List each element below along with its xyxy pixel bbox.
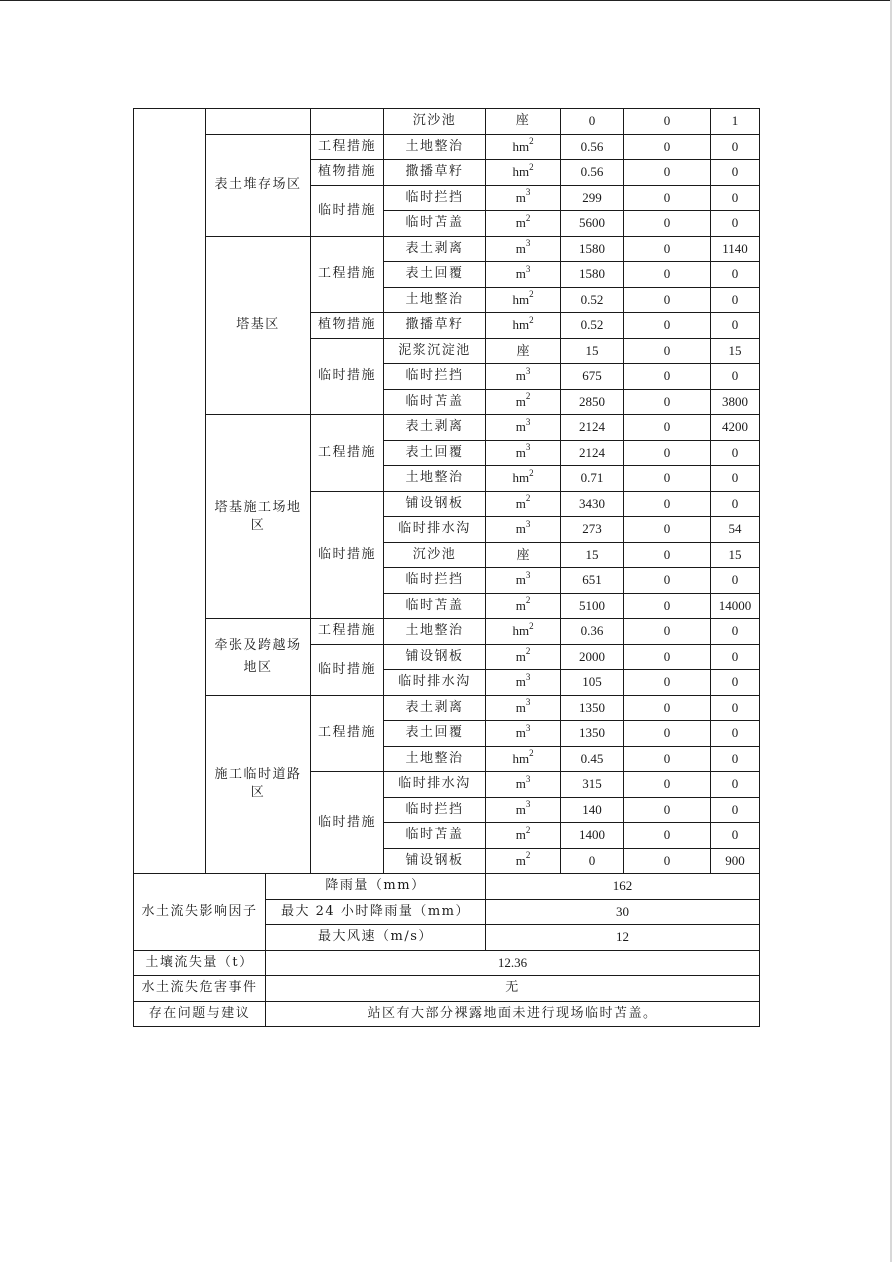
value-cell: 0 [711, 440, 760, 466]
unit-cell [486, 644, 561, 670]
unit-text: m [515, 572, 526, 588]
measure-cell: 临时苫盖 [384, 593, 486, 619]
value-cell: 299 [561, 185, 624, 211]
unit-exponent: 2 [529, 289, 534, 300]
unit-cell [486, 619, 561, 645]
value-cell: 2124 [561, 440, 624, 466]
value-cell: 3430 [561, 491, 624, 517]
value-cell: 0 [624, 568, 711, 594]
unit-exponent: 2 [525, 391, 531, 402]
value-cell: 54 [711, 517, 760, 543]
measure-cell: 铺设钢板 [384, 848, 486, 874]
value-cell: 15 [561, 338, 624, 364]
unit-text: m [515, 648, 526, 664]
value-cell: 0.71 [561, 466, 624, 492]
unit-cell [486, 491, 561, 517]
value-cell: 900 [711, 848, 760, 874]
measure-cell: 临时苫盖 [384, 389, 486, 415]
measure-cell: 土地整治 [384, 746, 486, 772]
measure-cell: 表土回覆 [384, 262, 486, 288]
value-cell: 2124 [561, 415, 624, 441]
value-cell: 0 [624, 440, 711, 466]
unit-cell [486, 695, 561, 721]
unit-cell [486, 364, 561, 390]
unit-text: m [515, 419, 526, 435]
unit-text: m [515, 597, 526, 613]
unit-cell [486, 211, 561, 237]
unit-text: m [515, 240, 526, 256]
value-cell: 0 [624, 466, 711, 492]
value-cell: 0 [624, 772, 711, 798]
measure-cell: 泥浆沉淀池 [384, 338, 486, 364]
measure-cell: 土地整治 [384, 134, 486, 160]
unit-exponent: 2 [529, 748, 534, 759]
unit-text: hm [512, 164, 530, 180]
value-cell: 1350 [561, 695, 624, 721]
unit-exponent: 3 [525, 187, 531, 198]
value-cell: 0.45 [561, 746, 624, 772]
value-cell: 0.56 [561, 134, 624, 160]
unit-cell [486, 262, 561, 288]
unit-exponent: 2 [525, 646, 531, 657]
area-name-cell: 施工临时道路区 [206, 695, 311, 874]
value-cell: 0 [624, 415, 711, 441]
value-cell: 0.36 [561, 619, 624, 645]
value-cell: 0 [624, 517, 711, 543]
value-cell: 4200 [711, 415, 760, 441]
measure-type-cell: 植物措施 [311, 160, 384, 186]
unit-cell [486, 415, 561, 441]
issues-row [134, 1001, 760, 1027]
unit-text: m [515, 699, 526, 715]
factor-row [134, 874, 760, 900]
type-cell-continued [311, 109, 384, 135]
measure-type-cell: 临时措施 [311, 338, 384, 415]
value-cell: 0 [711, 568, 760, 594]
value-cell: 0 [624, 593, 711, 619]
area-name-cell: 塔基区 [206, 236, 311, 415]
value-cell: 0 [624, 491, 711, 517]
unit-text: m [515, 725, 526, 741]
value-cell: 14000 [711, 593, 760, 619]
measure-type-cell: 工程措施 [311, 415, 384, 492]
value-cell: 0 [711, 823, 760, 849]
value-cell: 0 [624, 262, 711, 288]
measure-cell: 临时拦挡 [384, 364, 486, 390]
unit-text: 座 [516, 546, 530, 562]
unit-cell [486, 313, 561, 339]
value-cell: 0.52 [561, 313, 624, 339]
unit-cell [486, 721, 561, 747]
measure-cell: 土地整治 [384, 619, 486, 645]
unit-text: m [515, 521, 526, 537]
value-cell: 0 [624, 670, 711, 696]
value-cell: 3800 [711, 389, 760, 415]
value-cell: 0.56 [561, 160, 624, 186]
unit-exponent: 2 [529, 161, 534, 172]
unit-text: hm [512, 750, 530, 766]
unit-text: hm [512, 623, 530, 639]
unit-text: m [515, 266, 526, 282]
unit-exponent: 2 [525, 850, 531, 861]
unit-cell [486, 466, 561, 492]
measure-type-cell: 工程措施 [311, 695, 384, 772]
value-cell: 1 [711, 109, 760, 135]
unit-exponent: 3 [525, 365, 531, 376]
value-cell: 651 [561, 568, 624, 594]
measure-cell: 表土回覆 [384, 721, 486, 747]
value-cell: 0 [711, 364, 760, 390]
measure-cell: 沉沙池 [384, 542, 486, 568]
unit-exponent: 2 [525, 824, 531, 835]
unit-cell [486, 287, 561, 313]
measure-cell: 临时拦挡 [384, 185, 486, 211]
unit-exponent: 3 [525, 263, 531, 274]
value-cell: 0 [624, 644, 711, 670]
value-cell: 0 [624, 542, 711, 568]
measure-cell: 土地整治 [384, 466, 486, 492]
value-cell: 105 [561, 670, 624, 696]
measure-cell: 临时苫盖 [384, 823, 486, 849]
unit-exponent: 2 [525, 493, 531, 504]
hazard-value-cell: 无 [266, 976, 760, 1002]
table-row [134, 619, 760, 645]
measure-cell: 沉沙池 [384, 109, 486, 135]
value-cell: 0 [624, 364, 711, 390]
unit-cell: 座 [486, 109, 561, 135]
value-cell: 675 [561, 364, 624, 390]
soil-conservation-table [133, 108, 760, 1027]
unit-cell [486, 823, 561, 849]
unit-cell [486, 772, 561, 798]
unit-exponent: 3 [525, 518, 531, 529]
value-cell: 0 [711, 670, 760, 696]
unit-cell [486, 185, 561, 211]
unit-text: m [515, 674, 526, 690]
value-cell: 140 [561, 797, 624, 823]
value-cell: 0 [624, 236, 711, 262]
measure-type-cell: 植物措施 [311, 313, 384, 339]
value-cell: 2000 [561, 644, 624, 670]
unit-exponent: 3 [525, 238, 531, 249]
unit-cell [486, 389, 561, 415]
measure-cell: 临时拦挡 [384, 568, 486, 594]
table-body [134, 109, 760, 1027]
measure-cell: 临时排水沟 [384, 772, 486, 798]
area-cell-continued [206, 109, 311, 135]
unit-text: m [515, 189, 526, 205]
unit-exponent: 3 [525, 442, 531, 453]
hazard-label-cell: 水土流失危害事件 [134, 976, 266, 1002]
unit-text: hm [512, 470, 530, 486]
soil-loss-value-cell: 12.36 [266, 950, 760, 976]
value-cell: 1580 [561, 262, 624, 288]
unit-exponent: 2 [529, 467, 534, 478]
value-cell: 0 [711, 262, 760, 288]
value-cell: 1400 [561, 823, 624, 849]
factor-name-cell: 最大风速（m/s） [266, 925, 486, 951]
unit-cell [486, 848, 561, 874]
measure-cell: 临时苫盖 [384, 211, 486, 237]
unit-exponent: 2 [529, 136, 534, 147]
measure-cell: 表土剥离 [384, 236, 486, 262]
measure-type-cell: 临时措施 [311, 185, 384, 236]
outer-merged-cell [134, 109, 206, 874]
table-row [134, 134, 760, 160]
hazard-row [134, 976, 760, 1002]
unit-cell [486, 746, 561, 772]
unit-text: m [515, 776, 526, 792]
value-cell: 0 [711, 491, 760, 517]
unit-exponent: 3 [525, 799, 531, 810]
value-cell: 0 [711, 746, 760, 772]
value-cell: 1140 [711, 236, 760, 262]
measure-cell: 临时排水沟 [384, 517, 486, 543]
value-cell: 5100 [561, 593, 624, 619]
value-cell: 0 [711, 287, 760, 313]
factor-label-cell: 水土流失影响因子 [134, 874, 266, 951]
area-name-cell: 表土堆存场区 [206, 134, 311, 236]
value-cell: 15 [711, 542, 760, 568]
measure-cell: 土地整治 [384, 287, 486, 313]
unit-text: m [515, 801, 526, 817]
value-cell: 0 [624, 109, 711, 135]
soil-loss-row [134, 950, 760, 976]
unit-exponent: 3 [525, 697, 531, 708]
value-cell: 1580 [561, 236, 624, 262]
unit-cell [486, 440, 561, 466]
unit-cell [486, 134, 561, 160]
value-cell: 0 [711, 185, 760, 211]
value-cell: 0.52 [561, 287, 624, 313]
measure-type-cell: 工程措施 [311, 134, 384, 160]
value-cell: 0 [624, 338, 711, 364]
measure-cell: 表土回覆 [384, 440, 486, 466]
value-cell: 0 [624, 160, 711, 186]
value-cell: 1350 [561, 721, 624, 747]
unit-exponent: 3 [525, 416, 531, 427]
measure-cell: 铺设钢板 [384, 491, 486, 517]
table-row [134, 415, 760, 441]
value-cell: 2850 [561, 389, 624, 415]
value-cell: 0 [711, 211, 760, 237]
value-cell: 5600 [561, 211, 624, 237]
value-cell: 0 [624, 721, 711, 747]
unit-exponent: 3 [525, 773, 531, 784]
unit-text: hm [512, 291, 530, 307]
factor-value-cell: 30 [486, 899, 760, 925]
unit-cell [486, 797, 561, 823]
value-cell: 0 [624, 695, 711, 721]
unit-exponent: 2 [525, 212, 531, 223]
unit-text: m [515, 393, 526, 409]
measure-cell: 表土剥离 [384, 695, 486, 721]
value-cell: 0 [711, 772, 760, 798]
value-cell: 15 [711, 338, 760, 364]
measure-cell: 临时拦挡 [384, 797, 486, 823]
measure-type-cell: 临时措施 [311, 772, 384, 874]
value-cell: 0 [624, 823, 711, 849]
page-top-rule [0, 0, 892, 1]
measure-type-cell: 工程措施 [311, 619, 384, 645]
factor-value-cell: 12 [486, 925, 760, 951]
unit-text: hm [512, 138, 530, 154]
table-row [134, 236, 760, 262]
area-name-cell: 牵张及跨越场地区 [206, 619, 311, 696]
measure-type-cell: 临时措施 [311, 644, 384, 695]
measure-type-cell: 临时措施 [311, 491, 384, 619]
value-cell: 0 [561, 109, 624, 135]
factor-name-cell: 最大 24 小时降雨量（mm） [266, 899, 486, 925]
value-cell: 315 [561, 772, 624, 798]
unit-text: 座 [516, 342, 530, 358]
value-cell: 0 [711, 134, 760, 160]
table-row [134, 695, 760, 721]
unit-cell [486, 338, 561, 364]
unit-cell [486, 236, 561, 262]
unit-text: hm [512, 317, 530, 333]
value-cell: 273 [561, 517, 624, 543]
unit-cell [486, 517, 561, 543]
value-cell: 0 [711, 644, 760, 670]
value-cell: 0 [711, 466, 760, 492]
value-cell: 15 [561, 542, 624, 568]
unit-text: m [515, 495, 526, 511]
value-cell: 0 [624, 134, 711, 160]
value-cell: 0 [624, 848, 711, 874]
factor-value-cell: 162 [486, 874, 760, 900]
value-cell: 0 [624, 746, 711, 772]
measure-cell: 铺设钢板 [384, 644, 486, 670]
unit-exponent: 3 [525, 722, 531, 733]
soil-loss-label-cell: 土壤流失量（t） [134, 950, 266, 976]
issues-label-cell: 存在问题与建议 [134, 1001, 266, 1027]
value-cell: 0 [624, 185, 711, 211]
value-cell: 0 [624, 619, 711, 645]
table-row [134, 109, 760, 135]
value-cell: 0 [711, 695, 760, 721]
issues-value-cell: 站区有大部分裸露地面未进行现场临时苫盖。 [266, 1001, 760, 1027]
measure-type-cell: 工程措施 [311, 236, 384, 313]
unit-text: m [515, 827, 526, 843]
unit-cell [486, 542, 561, 568]
unit-cell [486, 593, 561, 619]
measure-cell: 临时排水沟 [384, 670, 486, 696]
value-cell: 0 [624, 211, 711, 237]
unit-exponent: 2 [529, 620, 534, 631]
value-cell: 0 [624, 797, 711, 823]
value-cell: 0 [711, 619, 760, 645]
unit-exponent: 3 [525, 569, 531, 580]
measure-cell: 撒播草籽 [384, 160, 486, 186]
measure-cell: 撒播草籽 [384, 313, 486, 339]
value-cell: 0 [624, 389, 711, 415]
unit-cell [486, 568, 561, 594]
value-cell: 0 [624, 313, 711, 339]
area-name-cell: 塔基施工场地区 [206, 415, 311, 619]
value-cell: 0 [624, 287, 711, 313]
factor-name-cell: 降雨量（mm） [266, 874, 486, 900]
value-cell: 0 [711, 721, 760, 747]
unit-exponent: 3 [525, 671, 531, 682]
unit-exponent: 2 [525, 595, 531, 606]
value-cell: 0 [711, 797, 760, 823]
unit-text: m [515, 215, 526, 231]
value-cell: 0 [711, 160, 760, 186]
unit-exponent: 2 [529, 314, 534, 325]
unit-cell [486, 160, 561, 186]
value-cell: 0 [711, 313, 760, 339]
unit-text: m [515, 852, 526, 868]
value-cell: 0 [561, 848, 624, 874]
unit-cell [486, 670, 561, 696]
unit-text: m [515, 368, 526, 384]
unit-text: m [515, 444, 526, 460]
measure-cell: 表土剥离 [384, 415, 486, 441]
